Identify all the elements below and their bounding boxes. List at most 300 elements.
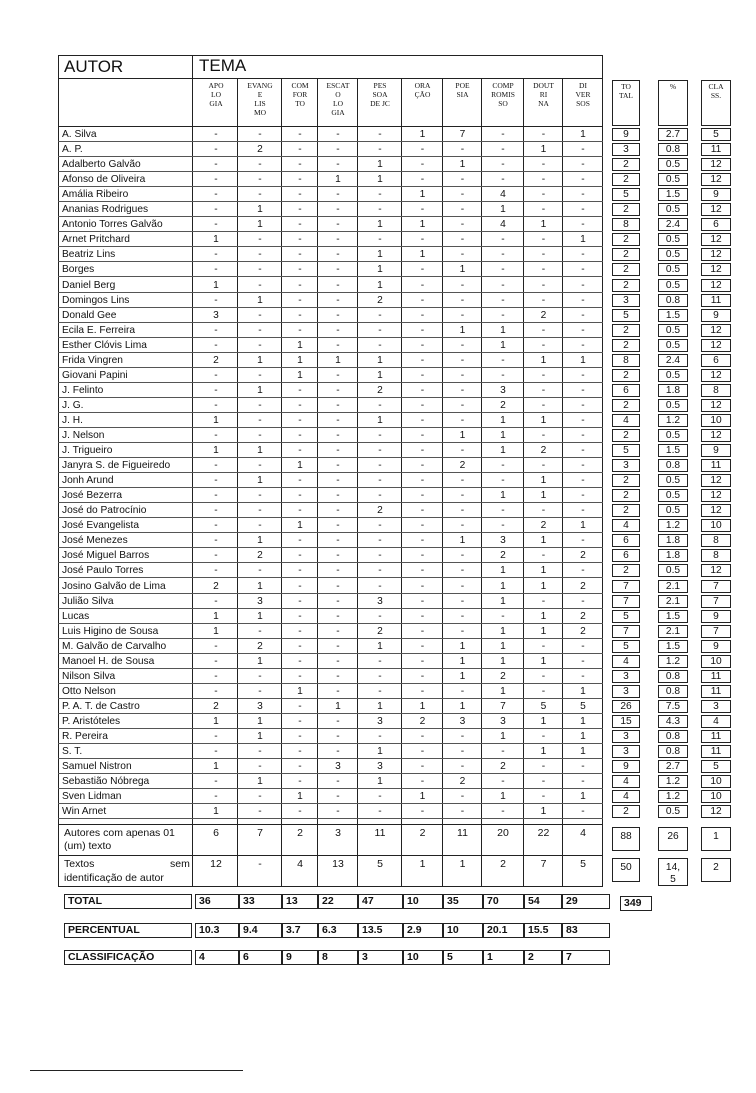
table-row — [58, 744, 603, 759]
theme-count-cell: - — [581, 414, 585, 426]
theme-count-cell: - — [336, 715, 340, 727]
row-class: 8 — [701, 549, 731, 562]
author-name: J. Felinto — [62, 384, 104, 396]
row-class: 12 — [701, 248, 731, 261]
theme-count-cell: - — [420, 445, 425, 457]
theme-count-cell: - — [336, 505, 340, 517]
table-row — [58, 624, 603, 639]
theme-count-cell: - — [541, 279, 546, 291]
theme-count-cell: - — [336, 535, 340, 547]
theme-count-cell: - — [460, 490, 465, 502]
extra-percent: 26 — [658, 827, 688, 851]
author-name: Domingos Lins — [62, 294, 130, 306]
theme-count-cell: 1 — [500, 339, 506, 351]
theme-count-cell: 1 — [459, 670, 466, 682]
extra-count-cell: 3 — [335, 827, 341, 839]
author-name: Antonio Torres Galvão — [62, 219, 163, 231]
theme-count-cell: - — [298, 249, 302, 261]
theme-count-cell: - — [336, 399, 340, 411]
theme-count-cell: 1 — [580, 129, 586, 140]
theme-count-cell: - — [581, 565, 585, 577]
theme-count-cell: - — [298, 610, 302, 622]
theme-count-cell: - — [258, 565, 262, 577]
row-class: 12 — [701, 233, 731, 246]
theme-count-cell: 1 — [297, 354, 303, 366]
theme-header-9: DI VER SOS — [575, 81, 591, 108]
theme-count-cell: - — [460, 625, 465, 637]
theme-count-cell: - — [581, 505, 585, 517]
theme-count-cell: - — [214, 384, 218, 396]
table-row — [58, 563, 603, 578]
theme-count-cell: - — [501, 460, 505, 472]
theme-count-cell: - — [460, 761, 465, 773]
row-total: 2 — [612, 263, 640, 276]
theme-count-cell: - — [258, 625, 262, 637]
theme-count-cell: - — [298, 746, 302, 758]
theme-count-cell: 1 — [213, 279, 219, 291]
table-row — [58, 729, 603, 744]
theme-count-cell: - — [581, 279, 585, 291]
theme-count-cell: 1 — [419, 700, 426, 712]
author-name: Lucas — [62, 610, 90, 622]
author-name: José Evangelista — [62, 520, 140, 532]
theme-count-cell: 2 — [580, 610, 586, 622]
theme-count-cell: - — [460, 580, 465, 592]
theme-count-cell: 1 — [500, 625, 506, 637]
table-row — [58, 533, 603, 548]
theme-count-cell: - — [258, 505, 262, 517]
theme-count-cell: 1 — [540, 655, 547, 667]
summary-cell: 2.9 — [403, 923, 443, 938]
theme-count-cell: - — [541, 174, 546, 186]
theme-count-cell: 2 — [540, 309, 547, 321]
summary-cell: 1 — [483, 950, 524, 965]
summary-cell: 36 — [195, 894, 239, 909]
theme-count-cell: - — [420, 144, 425, 156]
theme-count-cell: 1 — [540, 565, 547, 577]
theme-count-cell: - — [336, 475, 340, 487]
theme-count-cell: - — [378, 460, 382, 472]
theme-count-cell: - — [460, 399, 465, 411]
theme-count-cell: 1 — [213, 625, 219, 637]
theme-count-cell: - — [258, 159, 262, 171]
row-class: 8 — [701, 384, 731, 397]
extra-count-cell: 7 — [540, 858, 547, 870]
theme-count-cell: - — [501, 354, 505, 366]
row-total: 2 — [612, 339, 640, 352]
author-name: José Paulo Torres — [62, 565, 144, 577]
theme-count-cell: - — [336, 806, 340, 818]
author-name: Nilson Silva — [62, 670, 116, 682]
theme-count-cell: - — [298, 129, 302, 140]
theme-header-5: ORA ÇÃO — [414, 81, 431, 99]
theme-count-cell: - — [336, 625, 340, 637]
theme-count-cell: - — [214, 746, 218, 758]
theme-count-cell: 1 — [540, 475, 547, 487]
theme-count-cell: - — [336, 309, 340, 321]
theme-header-7: COMP ROMIS SO — [491, 81, 515, 108]
row-total: 3 — [612, 143, 640, 156]
theme-count-cell: - — [420, 520, 425, 532]
theme-count-cell: 2 — [580, 580, 586, 592]
theme-count-cell: - — [336, 670, 340, 682]
theme-count-cell: - — [258, 264, 262, 276]
author-name: Luis Higino de Sousa — [62, 625, 159, 637]
theme-count-cell: - — [258, 234, 262, 246]
theme-count-cell: - — [258, 309, 262, 321]
theme-count-cell: - — [420, 655, 425, 667]
row-class: 12 — [701, 339, 731, 352]
theme-count-cell: - — [214, 430, 218, 441]
theme-count-cell: - — [214, 294, 218, 306]
theme-count-cell: - — [460, 731, 465, 742]
theme-count-cell: - — [378, 731, 382, 742]
theme-count-cell: - — [541, 670, 546, 682]
theme-count-cell: 1 — [540, 715, 547, 727]
theme-count-cell: 1 — [257, 535, 263, 547]
author-name: Janyra S. de Figueiredo — [62, 460, 171, 472]
theme-count-cell: - — [214, 159, 218, 171]
author-name: Donald Gee — [62, 309, 117, 321]
theme-count-cell: - — [581, 475, 585, 487]
theme-count-cell: - — [581, 249, 585, 261]
row-percent: 1.2 — [658, 655, 688, 668]
author-name: Win Arnet — [62, 806, 107, 818]
row-total: 5 — [612, 640, 640, 653]
theme-count-cell: - — [501, 129, 505, 140]
summary-cell: 29 — [562, 894, 610, 909]
row-total: 2 — [612, 203, 640, 216]
author-name: J. H. — [62, 414, 83, 426]
theme-count-cell: 3 — [335, 761, 341, 773]
theme-count-cell: 1 — [213, 806, 219, 818]
theme-count-cell: 2 — [213, 580, 219, 592]
theme-count-cell: - — [298, 430, 302, 441]
theme-count-cell: - — [298, 159, 302, 171]
extra-count-cell: 5 — [580, 858, 586, 870]
theme-count-cell: - — [336, 204, 340, 216]
theme-count-cell: - — [258, 746, 262, 758]
theme-count-cell: - — [336, 294, 340, 306]
theme-count-cell: - — [258, 791, 262, 803]
row-class: 12 — [701, 158, 731, 171]
row-percent: 1.2 — [658, 775, 688, 788]
theme-header-3: ESCAT O LO GIA — [326, 81, 350, 117]
theme-count-cell: 2 — [500, 761, 506, 773]
table-row — [58, 262, 603, 277]
theme-count-cell: 1 — [459, 640, 466, 652]
theme-count-cell: 1 — [213, 414, 219, 426]
table-row — [58, 669, 603, 684]
theme-count-cell: - — [378, 399, 382, 411]
theme-count-cell: - — [460, 746, 465, 758]
theme-count-cell: - — [378, 655, 382, 667]
theme-count-cell: - — [214, 490, 218, 502]
theme-count-cell: - — [460, 505, 465, 517]
theme-count-cell: - — [420, 234, 425, 246]
theme-count-cell: 1 — [580, 520, 586, 532]
theme-count-cell: - — [581, 399, 585, 411]
theme-count-cell: - — [460, 414, 465, 426]
author-name: Amália Ribeiro — [62, 189, 129, 201]
theme-count-cell: - — [460, 354, 465, 366]
row-class: 12 — [701, 203, 731, 216]
row-percent: 0.5 — [658, 489, 688, 502]
theme-count-cell: 1 — [257, 715, 263, 727]
summary-cell: 3.7 — [282, 923, 318, 938]
row-percent: 0.5 — [658, 805, 688, 818]
theme-count-cell: 1 — [257, 655, 263, 667]
theme-count-cell: 1 — [213, 445, 219, 457]
row-class: 5 — [701, 760, 731, 773]
theme-count-cell: - — [420, 294, 425, 306]
theme-count-cell: 1 — [459, 535, 466, 547]
theme-count-cell: - — [460, 294, 465, 306]
theme-count-cell: - — [336, 264, 340, 276]
author-name: Frida Vingren — [62, 354, 123, 366]
theme-count-cell: 1 — [377, 700, 383, 712]
theme-count-cell: - — [420, 475, 425, 487]
extra-count-cell: 1 — [459, 858, 466, 870]
extra-count-cell: 1 — [419, 858, 426, 870]
theme-count-cell: - — [541, 264, 546, 276]
theme-count-cell: - — [420, 279, 425, 291]
theme-count-cell: - — [541, 460, 546, 472]
theme-count-cell: - — [541, 249, 546, 261]
table-row — [58, 594, 603, 609]
row-class: 11 — [701, 730, 731, 743]
theme-count-cell: - — [214, 505, 218, 517]
summary-cell: 5 — [443, 950, 483, 965]
theme-count-cell: - — [420, 399, 425, 411]
theme-count-cell: - — [460, 445, 465, 457]
author-name: A. Silva — [62, 129, 97, 140]
summary-cell: 47 — [358, 894, 403, 909]
theme-count-cell: - — [581, 460, 585, 472]
theme-count-cell: - — [581, 595, 585, 607]
row-percent: 0.5 — [658, 233, 688, 246]
theme-count-cell: - — [581, 324, 585, 336]
theme-count-cell: - — [460, 791, 465, 803]
theme-count-cell: - — [501, 520, 505, 532]
theme-count-cell: - — [501, 309, 505, 321]
author-name: José do Patrocínio — [62, 505, 147, 517]
author-name: Ananias Rodrigues — [62, 204, 149, 216]
theme-count-cell: - — [298, 550, 302, 562]
table-row — [58, 579, 603, 594]
extra-row2-label-left: Textos — [64, 858, 95, 870]
theme-count-cell: - — [258, 490, 262, 502]
author-name: Jonh Arund — [62, 475, 114, 487]
summary-label-percentual: PERCENTUAL — [64, 923, 192, 938]
row-percent: 1.5 — [658, 188, 688, 201]
theme-count-cell: 3 — [377, 595, 383, 607]
theme-count-cell: - — [541, 685, 546, 697]
theme-count-cell: 1 — [500, 595, 506, 607]
theme-count-cell: - — [336, 279, 340, 291]
theme-count-cell: - — [336, 610, 340, 622]
theme-count-cell: - — [541, 399, 546, 411]
row-total: 5 — [612, 188, 640, 201]
theme-count-cell: - — [378, 144, 382, 156]
theme-count-cell: - — [581, 159, 585, 171]
theme-count-cell: - — [581, 189, 585, 201]
theme-count-cell: - — [581, 430, 585, 441]
theme-count-cell: 1 — [580, 731, 586, 742]
theme-count-cell: - — [336, 414, 340, 426]
theme-count-cell: - — [378, 670, 382, 682]
theme-count-cell: - — [298, 655, 302, 667]
theme-count-cell: - — [214, 535, 218, 547]
theme-count-cell: - — [214, 655, 218, 667]
table-row — [58, 774, 603, 789]
row-total: 9 — [612, 128, 640, 141]
theme-count-cell: - — [460, 309, 465, 321]
theme-count-cell: - — [541, 731, 546, 742]
theme-count-cell: - — [298, 505, 302, 517]
theme-count-cell: - — [298, 776, 302, 788]
author-name: José Miguel Barros — [62, 550, 150, 562]
theme-count-cell: - — [258, 520, 262, 532]
theme-count-cell: 1 — [580, 791, 586, 803]
theme-count-cell: - — [214, 475, 218, 487]
row-total: 7 — [612, 625, 640, 638]
theme-count-cell: 5 — [540, 700, 547, 712]
theme-count-cell: 1 — [213, 234, 219, 246]
theme-count-cell: - — [420, 505, 425, 517]
theme-count-cell: - — [378, 565, 382, 577]
theme-count-cell: - — [258, 339, 262, 351]
theme-count-cell: 1 — [500, 580, 506, 592]
theme-count-cell: - — [258, 189, 262, 201]
theme-count-cell: - — [378, 445, 382, 457]
theme-count-cell: 1 — [419, 219, 426, 231]
theme-count-cell: - — [460, 204, 465, 216]
theme-count-cell: 3 — [500, 384, 506, 396]
summary-cell: 8 — [318, 950, 358, 965]
row-percent: 0.5 — [658, 263, 688, 276]
summary-label-total: TOTAL — [64, 894, 192, 909]
theme-count-cell: 1 — [297, 685, 303, 697]
theme-count-cell: - — [581, 535, 585, 547]
theme-count-cell: 1 — [540, 144, 547, 156]
theme-count-cell: 1 — [500, 640, 506, 652]
author-name: Adalberto Galvão — [62, 159, 141, 171]
theme-count-cell: - — [420, 761, 425, 773]
theme-count-cell: - — [298, 565, 302, 577]
theme-count-cell: 3 — [500, 535, 506, 547]
theme-count-cell: 1 — [377, 640, 383, 652]
row-percent: 1.5 — [658, 309, 688, 322]
row-percent: 0.5 — [658, 248, 688, 261]
theme-count-cell: - — [258, 399, 262, 411]
theme-count-cell: - — [378, 520, 382, 532]
theme-count-cell: - — [378, 550, 382, 562]
table-row — [58, 458, 603, 473]
theme-count-cell: - — [298, 490, 302, 502]
theme-count-cell: - — [581, 640, 585, 652]
theme-count-cell: - — [214, 339, 218, 351]
table-row — [58, 293, 603, 308]
theme-count-cell: 1 — [540, 806, 547, 818]
theme-count-cell: - — [336, 655, 340, 667]
theme-count-cell: 2 — [540, 445, 547, 457]
extra-count-cell: 20 — [497, 827, 509, 839]
theme-count-cell: - — [378, 685, 382, 697]
row-class: 11 — [701, 143, 731, 156]
row-total: 6 — [612, 534, 640, 547]
theme-count-cell: - — [581, 339, 585, 351]
extra-count-cell: 2 — [500, 858, 506, 870]
row-class: 7 — [701, 595, 731, 608]
table-row — [58, 187, 603, 202]
theme-count-cell: 1 — [580, 715, 586, 727]
theme-count-cell: - — [214, 264, 218, 276]
summary-cell: 10 — [403, 950, 443, 965]
theme-count-cell: 3 — [377, 715, 383, 727]
theme-count-cell: - — [378, 204, 382, 216]
table-row — [58, 714, 603, 729]
row-percent: 2.1 — [658, 580, 688, 593]
theme-count-cell: - — [420, 324, 425, 336]
theme-count-cell: 1 — [213, 761, 219, 773]
theme-count-cell: - — [541, 369, 546, 381]
theme-count-cell: - — [581, 204, 585, 216]
theme-count-cell: - — [460, 189, 465, 201]
theme-count-cell: 2 — [377, 625, 383, 637]
table-row — [58, 278, 603, 293]
theme-count-cell: 1 — [213, 610, 219, 622]
theme-count-cell: 1 — [377, 219, 383, 231]
extra-percent: 14, 5 — [658, 858, 688, 886]
theme-count-cell: 1 — [540, 580, 547, 592]
theme-count-cell: - — [336, 189, 340, 201]
theme-count-cell: - — [214, 640, 218, 652]
theme-count-cell: - — [541, 129, 546, 140]
percent-column-header: % — [658, 80, 688, 126]
extra-count-cell: 2 — [297, 827, 303, 839]
theme-count-cell: - — [336, 520, 340, 532]
author-name: José Menezes — [62, 535, 128, 547]
row-percent: 1.5 — [658, 444, 688, 457]
theme-count-cell: - — [420, 384, 425, 396]
tema-header: TEMA — [199, 56, 247, 75]
theme-count-cell: 3 — [213, 309, 219, 321]
summary-cell: 9 — [282, 950, 318, 965]
row-total: 2 — [612, 233, 640, 246]
theme-count-cell: - — [420, 354, 425, 366]
extra-count-cell: 11 — [457, 827, 468, 839]
theme-count-cell: 2 — [257, 550, 263, 562]
row-total: 2 — [612, 429, 640, 442]
theme-count-cell: - — [420, 174, 425, 186]
theme-count-cell: - — [214, 369, 218, 381]
row-class: 12 — [701, 173, 731, 186]
row-percent: 0.8 — [658, 730, 688, 743]
row-total: 2 — [612, 489, 640, 502]
theme-count-cell: - — [541, 430, 546, 441]
author-name: José Bezerra — [62, 490, 123, 502]
theme-count-cell: - — [420, 339, 425, 351]
row-class: 11 — [701, 685, 731, 698]
theme-count-cell: - — [420, 535, 425, 547]
table-row — [58, 127, 603, 142]
theme-count-cell: - — [378, 339, 382, 351]
extra-total: 50 — [612, 858, 640, 882]
theme-count-cell: - — [501, 144, 505, 156]
row-class: 9 — [701, 309, 731, 322]
row-percent: 0.5 — [658, 339, 688, 352]
